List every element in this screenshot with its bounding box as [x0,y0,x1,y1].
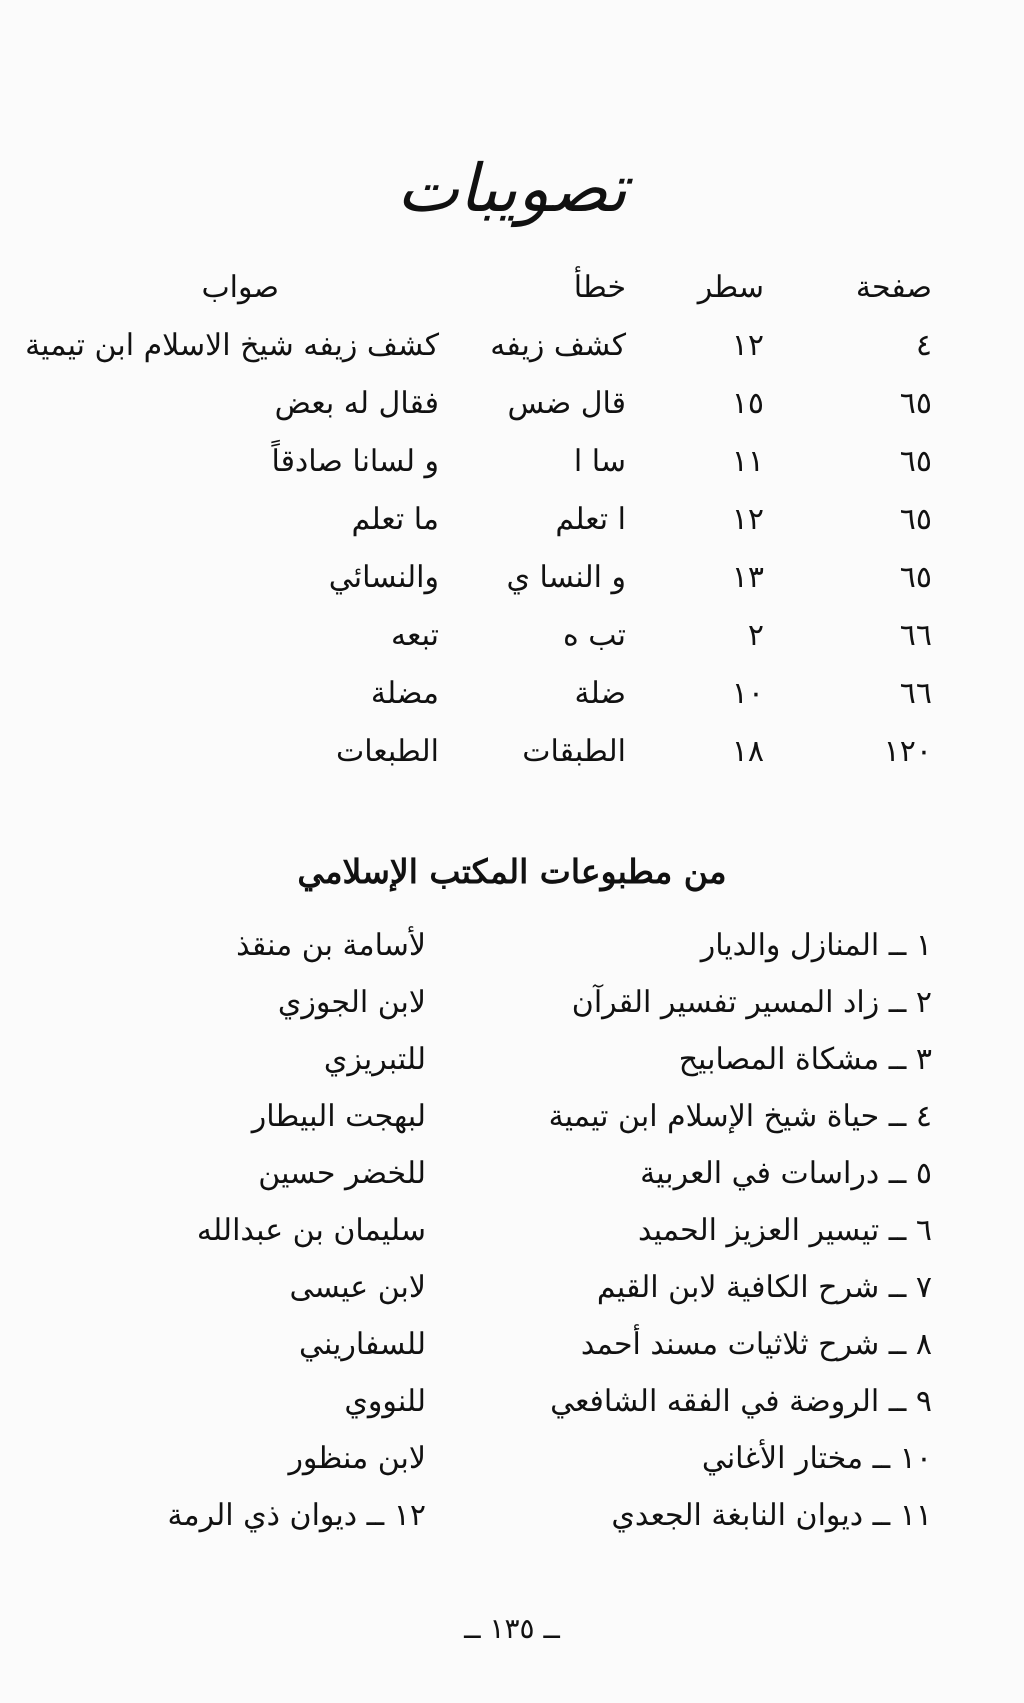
book-title: ١ ــ المنازل والديار [700,928,932,963]
errata-wrong: الطبقات [522,734,626,769]
page-title: تصويبات [396,150,628,227]
errata-row [0,734,1024,792]
errata-row [0,676,1024,734]
errata-right: و لسانا صادقاً [271,444,439,479]
errata-row [0,618,1024,676]
book-title: ٥ ــ دراسات في العربية [640,1156,932,1191]
errata-page: ٦٦ [899,676,932,711]
errata-right: مضلة [370,676,439,711]
errata-page: ٦٥ [899,560,932,595]
page-number: ــ ١٣٥ ــ [464,1612,560,1645]
errata-right: ما تعلم [351,502,439,537]
list-item [0,928,1024,985]
book-title: ٤ ــ حياة شيخ الإسلام ابن تيمية [548,1099,932,1134]
errata-line: ١٠ [731,676,764,711]
errata-page: ٦٥ [899,444,932,479]
errata-right: كشف زيفه شيخ الاسلام ابن تيمية [25,328,439,363]
errata-wrong: سا ا [573,444,626,479]
book-title: ٨ ــ شرح ثلاثيات مسند أحمد [580,1327,932,1362]
list-item [0,1213,1024,1270]
errata-right: الطبعات [336,734,439,769]
errata-row [0,328,1024,386]
errata-wrong: كشف زيفه [490,328,626,363]
errata-right: فقال له بعض [274,386,439,421]
publications-heading: من مطبوعات المكتب الإسلامي [297,852,727,891]
errata-header-right: صواب [201,270,279,305]
errata-page: ١٢٠ [883,734,932,769]
errata-wrong: تب ه [562,618,626,653]
errata-table [0,270,1024,792]
errata-row [0,444,1024,502]
list-item [0,1327,1024,1384]
errata-line: ١١ [731,444,764,479]
book-title: ٣ ــ مشكاة المصابيح [678,1042,932,1077]
book-author: لابن منظور [288,1441,426,1476]
errata-wrong: و النسا ي [506,560,626,595]
errata-right: تبعه [391,618,439,653]
errata-header-row [0,270,1024,328]
errata-header-page: صفحة [855,270,932,305]
errata-header-line: سطر [697,270,764,305]
errata-line: ١٣ [731,560,764,595]
errata-line: ١٢ [731,502,764,537]
list-item [0,985,1024,1042]
list-item [0,1498,1024,1555]
book-author: للخضر حسين [258,1156,426,1191]
book-title: ٧ ــ شرح الكافية لابن القيم [596,1270,932,1305]
book-title: ٢ ــ زاد المسير تفسير القرآن [571,985,932,1020]
errata-line: ١٢ [731,328,764,363]
errata-wrong: ضلة [574,676,626,711]
errata-line: ٢ [747,618,764,653]
list-item [0,1042,1024,1099]
errata-row [0,560,1024,618]
book-author: لبهجت البيطار [251,1099,426,1134]
list-item [0,1384,1024,1441]
book-author: لابن الجوزي [277,985,426,1020]
errata-page: ٦٥ [899,502,932,537]
errata-page: ٦٥ [899,386,932,421]
errata-header-wrong: خطأ [573,270,626,305]
book-title: ١٠ ــ مختار الأغاني [701,1441,932,1476]
errata-wrong: قال ضس [507,386,626,421]
book-author: ١٢ ــ ديوان ذي الرمة [167,1498,426,1533]
errata-page: ٦٦ [899,618,932,653]
errata-line: ١٨ [731,734,764,769]
book-author: لأسامة بن منقذ [236,928,426,963]
book-author: سليمان بن عبدالله [196,1213,426,1248]
book-title: ١١ ــ ديوان النابغة الجعدي [611,1498,932,1533]
errata-line: ١٥ [731,386,764,421]
errata-page: ٤ [915,328,932,363]
book-author: للنووي [344,1384,426,1419]
errata-right: والنسائي [328,560,439,595]
book-author: للتبريزي [323,1042,426,1077]
list-item [0,1441,1024,1498]
book-title: ٩ ــ الروضة في الفقه الشافعي [550,1384,932,1419]
errata-row [0,386,1024,444]
list-item [0,1270,1024,1327]
book-title: ٦ ــ تيسير العزيز الحميد [637,1213,932,1248]
book-author: لابن عيسى [289,1270,426,1305]
list-item [0,1099,1024,1156]
list-item [0,1156,1024,1213]
errata-row [0,502,1024,560]
errata-wrong: ا تعلم [555,502,626,537]
book-author: للسفاريني [298,1327,426,1362]
publications-list [0,928,1024,1555]
